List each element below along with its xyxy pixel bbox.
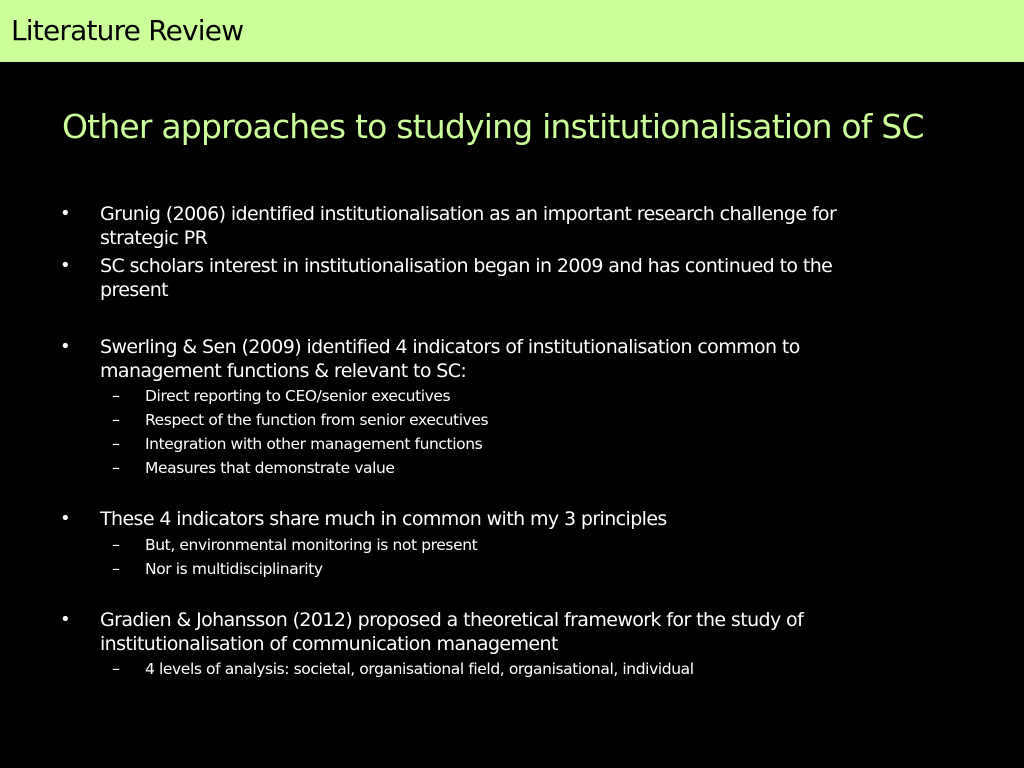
header-bar xyxy=(0,0,1024,62)
bullet-icon: • xyxy=(60,609,71,630)
bullet-icon: • xyxy=(60,255,71,276)
sub-bullet-dash: – xyxy=(112,434,120,453)
sub-bullet-text: Respect of the function from senior executives xyxy=(145,411,489,429)
sub-bullet-text: Nor is multidisciplinarity xyxy=(145,560,323,578)
bullet-text: These 4 indicators share much in common with my 3 principles xyxy=(100,508,667,530)
sub-bullet-dash: – xyxy=(112,386,120,405)
bullet-text: Swerling & Sen (2009) identified 4 indicators of institutionalisation common to xyxy=(100,336,800,358)
bullet-text: institutionalisation of communication management xyxy=(100,633,558,655)
sub-bullet-dash: – xyxy=(112,559,120,578)
header-title: Literature Review xyxy=(11,14,244,47)
sub-bullet-dash: – xyxy=(112,659,120,678)
bullet-text: Gradien & Johansson (2012) proposed a theoretical framework for the study of xyxy=(100,609,804,631)
sub-bullet-text: Direct reporting to CEO/senior executives xyxy=(145,387,451,405)
bullet-text: management functions & relevant to SC: xyxy=(100,360,467,382)
sub-bullet-dash: – xyxy=(112,410,120,429)
sub-bullet-dash: – xyxy=(112,535,120,554)
bullet-icon: • xyxy=(60,508,71,529)
bullet-text: present xyxy=(100,279,169,301)
bullet-text: strategic PR xyxy=(100,227,208,249)
sub-bullet-text: But, environmental monitoring is not present xyxy=(145,536,478,554)
sub-bullet-text: Measures that demonstrate value xyxy=(145,459,395,477)
sub-bullet-text: 4 levels of analysis: societal, organisational field, organisational, individual xyxy=(145,660,694,678)
slide-title: Other approaches to studying institutionalisation of SC xyxy=(62,107,924,146)
sub-bullet-dash: – xyxy=(112,458,120,477)
bullet-text: Grunig (2006) identified institutionalisation as an important research challenge for xyxy=(100,203,837,225)
bullet-icon: • xyxy=(60,336,71,357)
bullet-icon: • xyxy=(60,203,71,224)
sub-bullet-text: Integration with other management functions xyxy=(145,435,483,453)
bullet-text: SC scholars interest in institutionalisation began in 2009 and has continued to the xyxy=(100,255,833,277)
